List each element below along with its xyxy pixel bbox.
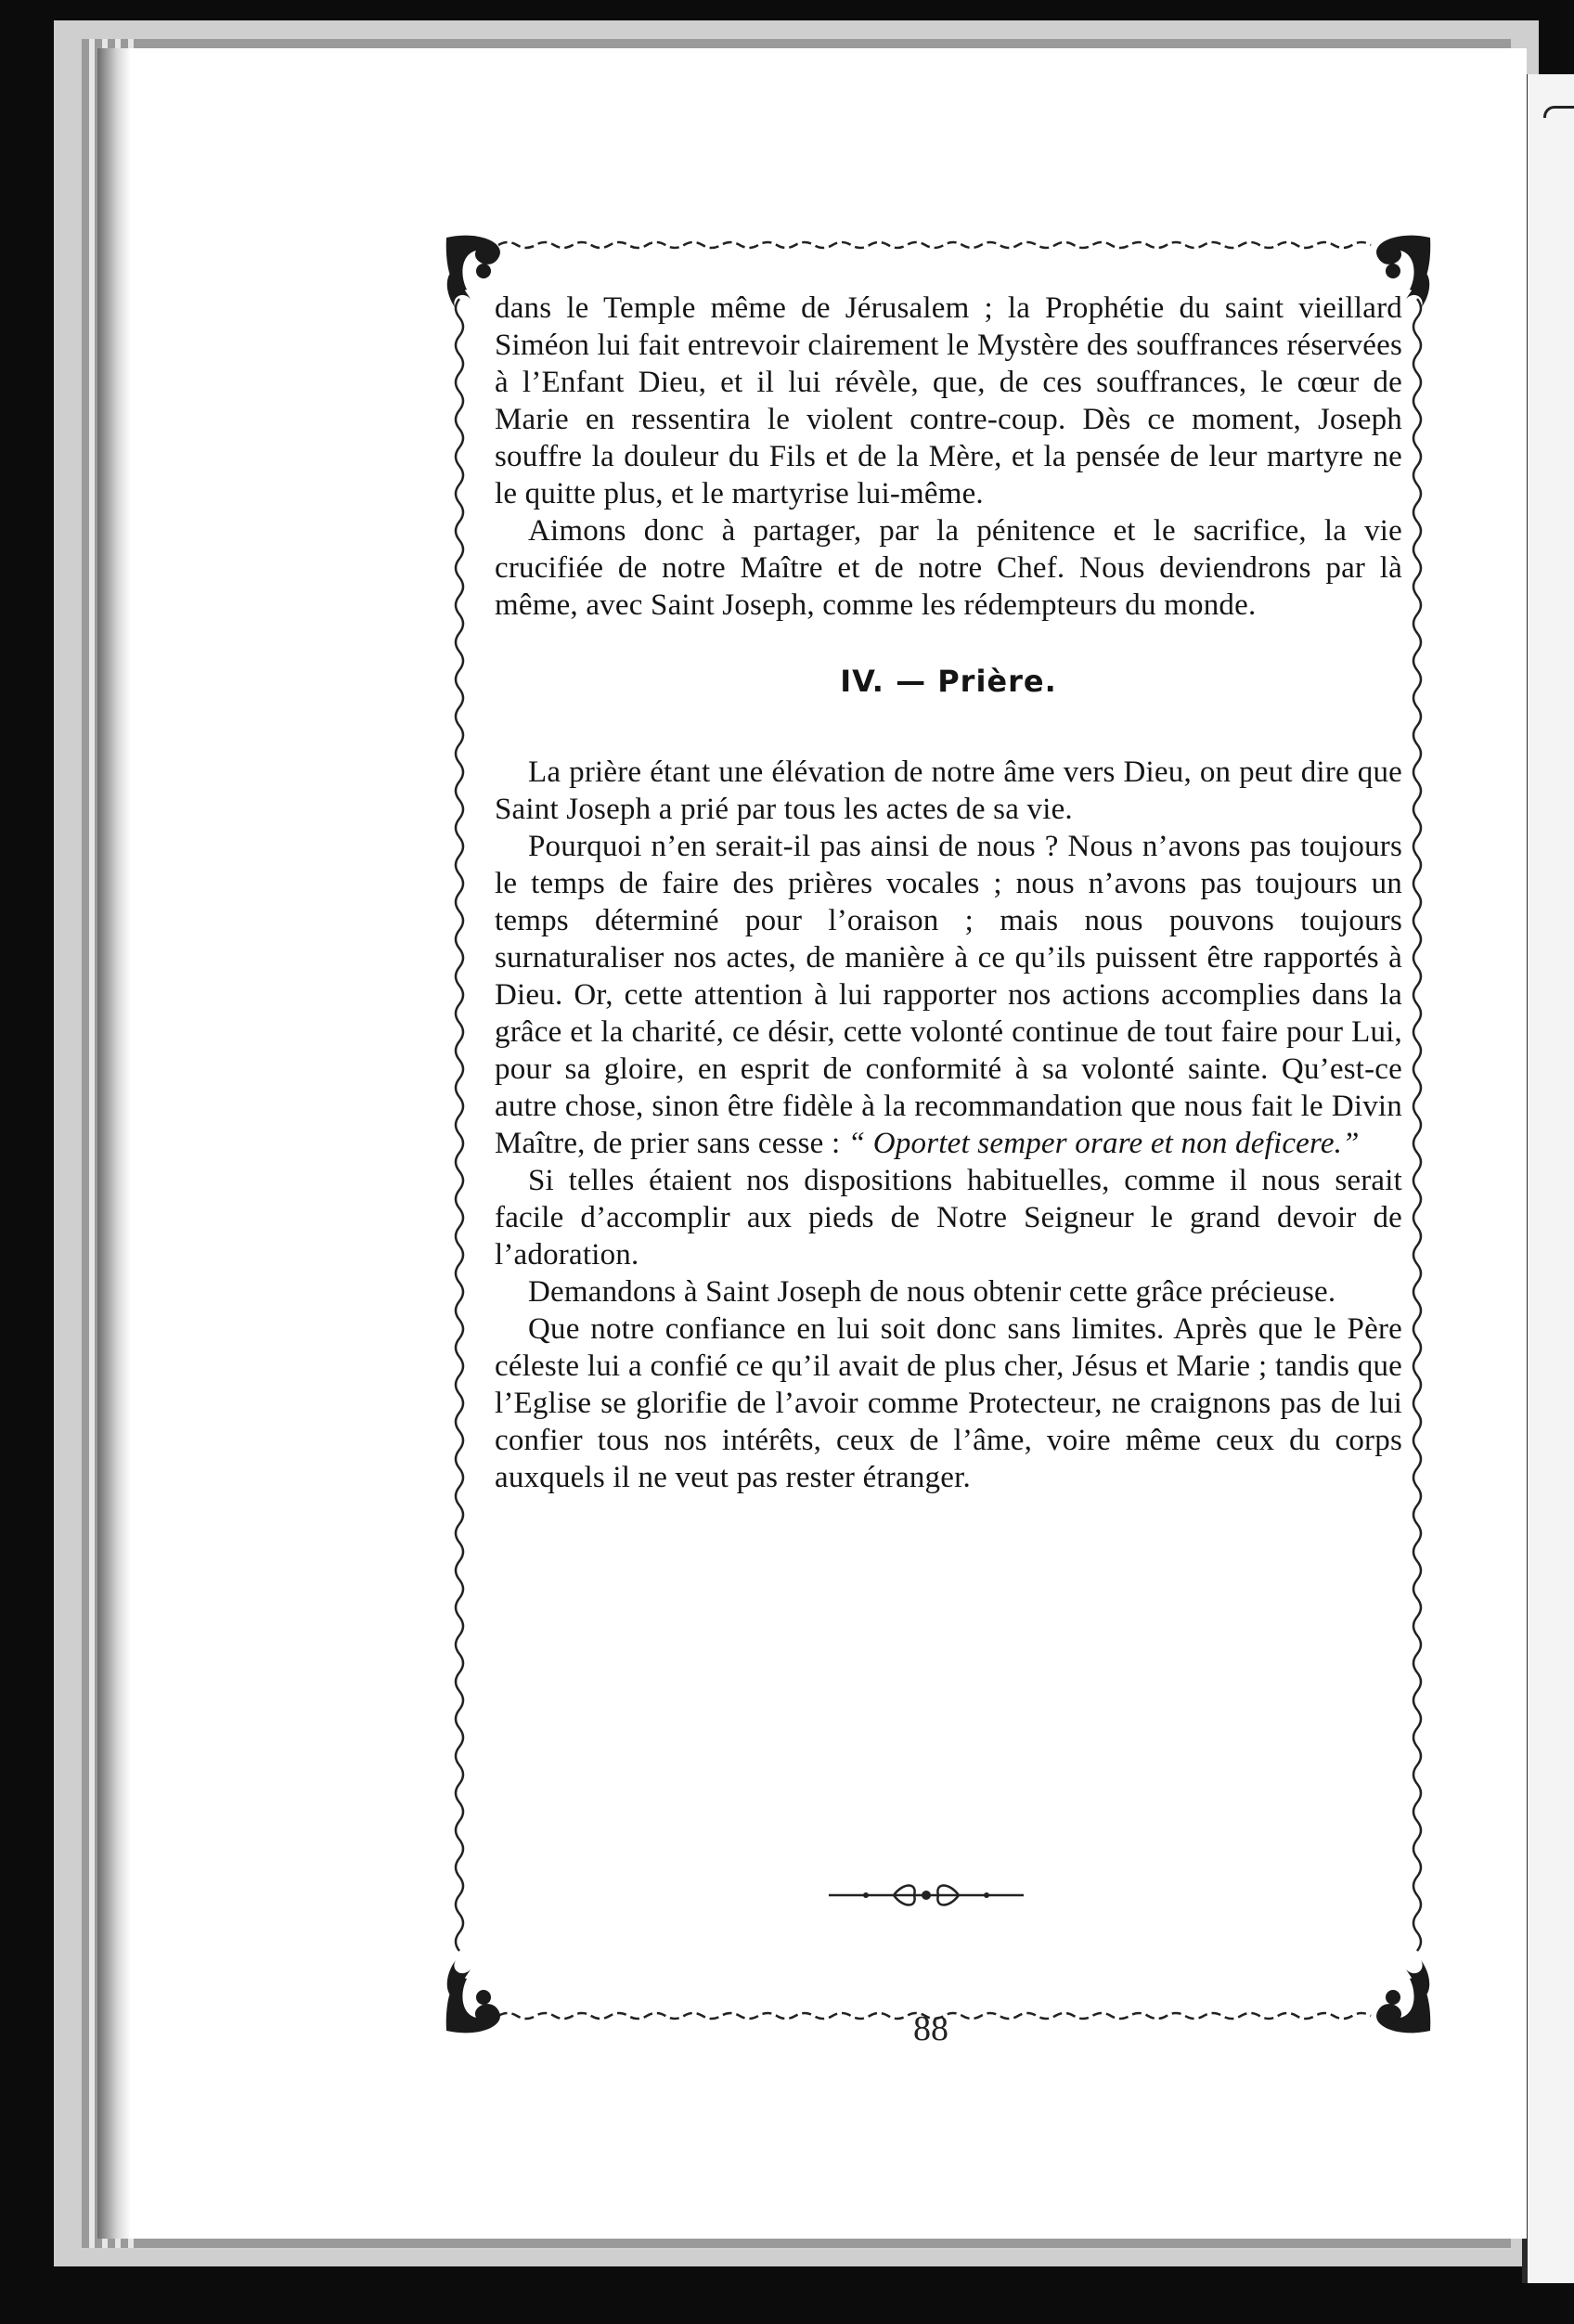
paragraph xyxy=(495,828,1402,1162)
paragraph: dans le Temple même de Jérusalem ; la Prophétie du saint vieillard Siméon lui fait entrevoir clairement le Mystère des souffrances réservées à l’Enfant Dieu, et il lui révèle, que, de ces souffrances, le cœur de Marie en ressentira le violent contre-coup. Dès ce moment, Joseph souffre la douleur du Fils et de la Mère, et la pensée de leur martyre ne le quitte plus, et le martyrise lui-même. xyxy=(495,291,1402,510)
paragraph: Aimons donc à partager, par la pénitence et le sacrifice, la vie crucifiée de notre Maître et de notre Chef. Nous deviendrons par là même, avec Saint Joseph, comme les rédempteurs du monde. xyxy=(495,514,1402,622)
latin-quote: “ Oportet semper orare et non deficere.” xyxy=(847,1127,1360,1160)
spine-shadow xyxy=(97,48,131,2239)
page-text xyxy=(495,290,1402,1496)
flourish-corner-icon xyxy=(1376,1960,1430,2033)
paragraph: La prière étant une élévation de notre âme vers Dieu, on peut dire que Saint Joseph a prié par tous les actes de sa vie. xyxy=(495,755,1402,826)
paragraph: Demandons à Saint Joseph de nous obtenir cette grâce précieuse. xyxy=(528,1275,1336,1309)
facing-page-edge xyxy=(1522,74,1574,2283)
page-edge xyxy=(89,39,95,2248)
flourish-corner-icon xyxy=(446,236,500,308)
book-page xyxy=(97,48,1527,2239)
page-corner-mark xyxy=(1543,106,1574,118)
ornamental-frame xyxy=(443,234,1434,2034)
paragraph-text: Pourquoi n’en serait-il pas ainsi de nous ? Nous n’avons pas toujours le temps de faire des prières vocales ; nous n’avons pas toujours un temps déterminé pour l’oraison ; mais nous pouvons toujours surnaturaliser nos actes, de manière à ce qu’ils puissent être rapportés à Dieu. Or, cette attention à lui rapporter nos actions accomplies dans la grâce et la charité, ce désir, cette volonté continue de tout faire pour Lui, pour sa gloire, en esprit de conformité à sa volonté sainte. Qu’est-ce autre chose, sinon être fidèle à la recommandation que nous fait le Divin Maître, de prier sans cesse : xyxy=(495,830,1402,1160)
page-number: 88 xyxy=(913,2009,948,2048)
tailpiece-ornament-icon xyxy=(829,1877,1024,1914)
section-heading: IV. — Prière. xyxy=(840,664,1057,699)
flourish-corner-icon xyxy=(446,1960,500,2033)
paragraph: Que notre confiance en lui soit donc sans limites. Après que le Père céleste lui a confié ce qu’il avait de plus cher, Jésus et Marie ; tandis que l’Eglise se glorifie de l’avoir comme Protecteur, ne craignons pas de lui confier tous nos intérêts, ceux de l’âme, voire même ceux du corps auxquels il ne veut pas rester étranger. xyxy=(495,1312,1402,1494)
paragraph: Si telles étaient nos dispositions habituelles, comme il nous serait facile d’accomplir aux pieds de Notre Seigneur le grand devoir de l’adoration. xyxy=(495,1164,1402,1272)
